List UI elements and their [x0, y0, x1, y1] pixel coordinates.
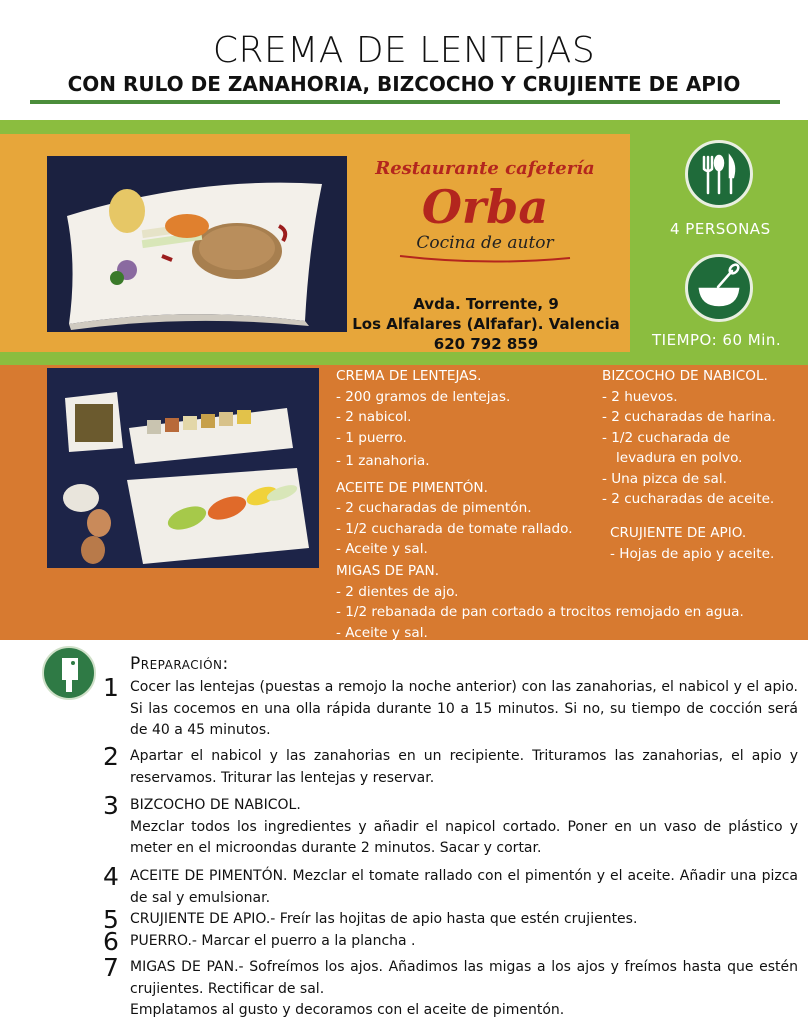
preparation-step [98, 791, 798, 860]
ingredient-item: - Aceite y sal. [336, 624, 428, 641]
crujiente-ingredients [610, 523, 805, 564]
recipe-subtitle: CON RULO DE ZANAHORIA, BIZCOCHO Y CRUJIENTE DE APIO [67, 72, 741, 96]
aceite-heading: ACEITE DE PIMENTÓN. [336, 479, 488, 496]
ingredient-item: - 1/2 cucharada de tomate rallado. [336, 520, 573, 537]
bizcocho-heading: BIZCOCHO DE NABICOL. [602, 368, 768, 384]
ingredient-item: - Una pizca de sal. [602, 470, 727, 487]
restaurant-address [336, 294, 636, 354]
step-text: PUERRO.- Marcar el puerro a la plancha . [130, 933, 416, 949]
time-label: TIEMPO: 60 Min. [652, 331, 782, 349]
recipe-title: CREMA DE LENTEJAS [212, 30, 596, 71]
ingredient-item: - 2 huevos. [602, 388, 678, 405]
step-text: ACEITE DE PIMENTÓN. Mezclar el tomate rallado con el pimentón y el aceite. Añadir una pizca de sal y emulsionar. [130, 868, 798, 906]
restaurant-tagline: Cocina de autor [416, 233, 554, 253]
ingredient-item: - 1/2 rebanada de pan cortado a trocitos remojado en agua. [336, 604, 744, 620]
restaurant-logo [360, 158, 610, 272]
ingredient-item: - 1 zanahoria. [336, 453, 430, 469]
step-number: 5 [103, 905, 119, 934]
ingredient-item: levadura en polvo. [616, 450, 743, 466]
cleaver-icon [42, 646, 96, 700]
ingredient-item: - 1/2 cucharada de [602, 429, 731, 446]
step-text: Cocer las lentejas (puestas a remojo la noche anterior) con las zanahorias, el nabicol y el apio. Si las cocemos en una olla rápida durante 10 a 15 minutos. Si no, su tiempo de cocción será de 40 a 45 minutos. [130, 679, 798, 738]
step-heading: BIZCOCHO DE NABICOL. [130, 797, 301, 813]
step-number: 3 [103, 791, 119, 820]
title-divider [30, 100, 780, 104]
restaurant-type: Restaurante cafetería [375, 158, 595, 179]
step-number: 4 [103, 862, 119, 891]
plated-dish-photo [47, 156, 347, 332]
preparation-step [98, 927, 798, 956]
step-number: 7 [103, 953, 119, 982]
preparation-step [98, 953, 798, 1022]
restaurant-name: Orba [421, 180, 549, 234]
step-text: Apartar el nabicol y las zanahorias en un recipiente. Trituramos las zanahorias, el apio y reservamos. Triturar las lentejas y reservar. [130, 748, 798, 786]
preparation-title: Preparación: [130, 654, 229, 674]
ingredient-item: - Aceite y sal. [336, 541, 428, 557]
step-text: CRUJIENTE DE APIO.- Freír las hojitas de apio hasta que estén crujientes. [130, 911, 638, 927]
ingredients-left-column [336, 366, 636, 560]
phone-number: 620 792 859 [433, 335, 539, 353]
ingredient-item: - 1 puerro. [336, 429, 407, 446]
step-number: 2 [103, 742, 119, 771]
step-text: MIGAS DE PAN.- Sofreímos los ajos. Añadimos las migas a los ajos y freímos hasta que estén crujientes. Rectificar de sal. [130, 959, 798, 997]
preparation-step [98, 862, 798, 909]
step-text: Mezclar todos los ingredientes y añadir el napicol cortado. Poner en un vaso de plástico y meter en el microondas durante 2 minutos. Sacar y cortar. [130, 818, 798, 856]
step-number: 6 [103, 927, 119, 956]
migas-heading: MIGAS DE PAN. [336, 563, 440, 579]
servings-label: 4 PERSONAS [670, 220, 771, 238]
preparation-step [98, 673, 798, 742]
ingredient-item: - 2 cucharadas de aceite. [602, 491, 775, 507]
tagline-swoosh [360, 254, 610, 268]
ingredients-right-column [602, 366, 807, 510]
preparation-step [98, 905, 798, 934]
crujiente-heading: CRUJIENTE DE APIO. [610, 525, 747, 541]
step-number: 1 [103, 673, 119, 702]
ingredient-item: - 2 nabicol. [336, 409, 412, 425]
preparation-step [98, 742, 798, 789]
step-text-plating: Emplatamos al gusto y decoramos con el aceite de pimentón. [130, 1002, 565, 1018]
ingredient-item: - 2 dientes de ajo. [336, 583, 459, 600]
mixing-bowl-icon [685, 254, 753, 322]
crema-heading: CREMA DE LENTEJAS. [336, 368, 482, 384]
ingredient-item: - Hojas de apio y aceite. [610, 545, 775, 562]
ingredient-item: - 2 cucharadas de harina. [602, 409, 776, 425]
ingredient-item: - 2 cucharadas de pimentón. [336, 500, 532, 516]
ingredients-photo [47, 368, 319, 568]
address-street: Avda. Torrente, 9 [413, 295, 559, 313]
cutlery-icon [685, 140, 753, 208]
ingredient-item: - 200 gramos de lentejas. [336, 388, 511, 405]
address-city: Los Alfalares (Alfafar). Valencia [352, 315, 620, 333]
migas-ingredients [336, 561, 806, 643]
